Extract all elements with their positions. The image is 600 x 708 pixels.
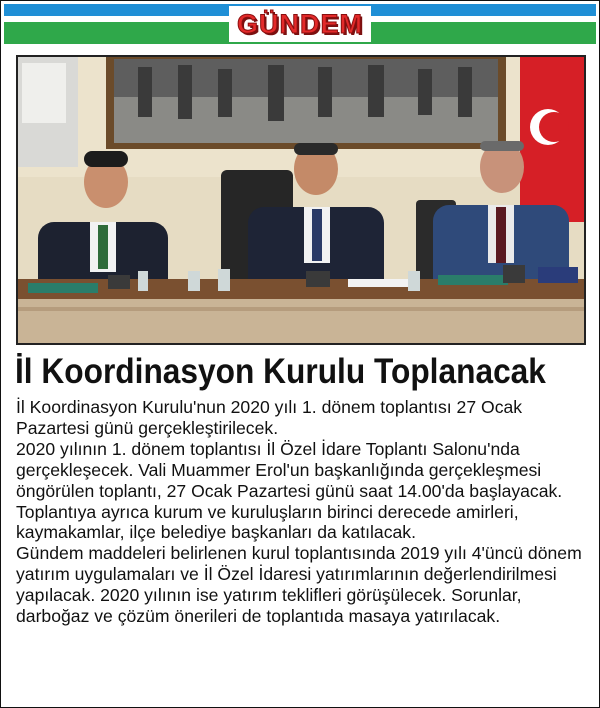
meeting-photo [16,55,586,345]
section-header [4,4,596,44]
meeting-photo-illustration [18,57,584,343]
article-paragraph: Gündem maddeleri belirlenen kurul toplantısında 2019 yılı 4'üncü dönem yatırım uygulamaları ve İl Özel İdaresi yatırımlarının değerlendirilmesi yapılacak. 2020 yılının ise yatırım teklifleri görüşülecek. Sorunlar, darboğaz ve çözüm önerileri de toplantıda masaya yatırılacak. [16,543,582,627]
article-body [16,397,591,627]
article-paragraph: 2020 yılının 1. dönem toplantısı İl Özel İdare Toplantı Salonu'nda gerçekleşecek. Vali Muammer Erol'un başkanlığında gerçekleşmesi öngörülen toplantı, 27 Ocak Pazartesi günü saat 14.00'da başlayacak. Toplantıya ayrıca kurum ve kuruluşların birinci derecede amirleri, kaymakamlar, ilçe belediye başkanları da katılacak. [16,438,563,543]
article-paragraph: İl Koordinasyon Kurulu'nun 2020 yılı 1. dönem toplantısı 27 Ocak Pazartesi günü gerçekleştirilecek. [16,397,523,438]
section-label [229,6,371,42]
section-title: GÜNDEM [237,8,363,39]
article-headline: İl Koordinasyon Kurulu Toplanacak [15,352,546,391]
